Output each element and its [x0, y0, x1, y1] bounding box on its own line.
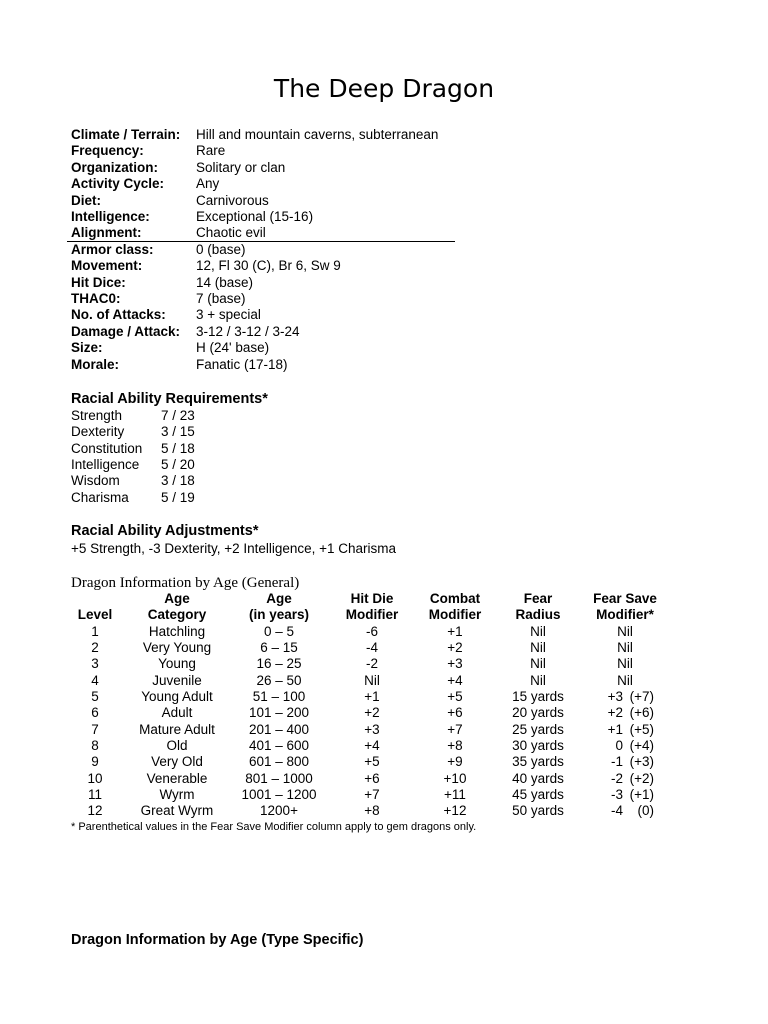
cell-combat-modifier: +2	[447, 639, 463, 655]
cell-age-category: Young Adult	[141, 688, 213, 704]
cell-hit-die-modifier: +1	[364, 688, 380, 704]
cell-hit-die-modifier: -6	[365, 623, 378, 639]
cell-fear-save-modifier: +2	[607, 705, 623, 721]
cell-fear-save-modifier: Nil	[617, 672, 633, 688]
cell-fear-save-gem-modifier: (+1)	[629, 787, 654, 802]
cell-age-years: 801 – 1000	[245, 770, 313, 786]
cell-fear-radius: Nil	[530, 672, 546, 688]
stat-label: Morale:	[71, 356, 120, 372]
cell-age-years: 16 – 25	[256, 656, 302, 672]
cell-fear-save-modifier: +1	[607, 721, 623, 737]
stat-label: Damage / Attack:	[71, 323, 181, 339]
cell-fear-radius: 15 yards	[512, 688, 564, 704]
cell-fear-save-gem-modifier: (+7)	[629, 688, 654, 704]
cell-combat-modifier: +11	[444, 787, 466, 802]
cell-age-category: Great Wyrm	[140, 803, 214, 819]
racial-adjustments-heading: Racial Ability Adjustments*	[71, 523, 259, 539]
cell-age-category: Young	[158, 656, 196, 672]
cell-combat-modifier: +6	[447, 705, 463, 721]
cell-hit-die-modifier: +2	[364, 705, 380, 721]
cell-fear-save-gem-modifier: (0)	[637, 803, 654, 819]
cell-age-years: 0 – 5	[263, 623, 295, 639]
column-header-level: Level	[77, 607, 113, 622]
stat-label: Climate / Terrain:	[71, 127, 181, 142]
cell-fear-save-modifier: Nil	[617, 639, 633, 655]
cell-hit-die-modifier: Nil	[364, 672, 380, 688]
cell-level: 7	[91, 721, 99, 737]
stat-value: Fanatic (17-18)	[196, 356, 288, 372]
racial-requirements-heading: Racial Ability Requirements*	[71, 391, 268, 407]
cell-age-years: 51 – 100	[252, 688, 306, 704]
stat-value: Any	[196, 176, 220, 192]
cell-age-category: Very Old	[151, 754, 203, 770]
cell-age-category: Wyrm	[159, 787, 195, 802]
cell-fear-radius: 35 yards	[512, 754, 564, 770]
stat-value: 14 (base)	[196, 274, 254, 290]
cell-combat-modifier: +3	[447, 656, 463, 672]
column-header-hit-die-modifier: Hit Die	[350, 591, 394, 606]
cell-combat-modifier: +4	[447, 672, 463, 688]
stat-label: Diet:	[71, 192, 101, 208]
cell-fear-save-gem-modifier: (+5)	[629, 721, 654, 737]
stat-label: Movement:	[71, 258, 143, 274]
cell-fear-save-modifier: -4	[610, 803, 623, 819]
cell-combat-modifier: +12	[443, 803, 467, 819]
cell-level: 6	[91, 705, 99, 721]
cell-hit-die-modifier: +8	[364, 803, 380, 819]
column-header-combat-modifier: Combat	[429, 591, 481, 606]
ability-name: Intelligence	[71, 456, 140, 472]
cell-fear-radius: Nil	[530, 656, 546, 672]
cell-age-years: 1200+	[260, 803, 298, 819]
stat-value: 12, Fl 30 (C), Br 6, Sw 9	[196, 258, 341, 274]
cell-fear-radius: Nil	[530, 623, 546, 639]
column-header-fear-radius: Fear	[523, 591, 553, 606]
cell-level: 12	[87, 803, 103, 819]
cell-age-years: 26 – 50	[256, 672, 302, 688]
cell-level: 3	[91, 656, 99, 672]
cell-age-category: Hatchling	[148, 623, 206, 639]
column-header-fear-radius: Radius	[515, 607, 561, 622]
cell-combat-modifier: +1	[447, 623, 463, 639]
cell-combat-modifier: +10	[443, 770, 467, 786]
stat-label: Hit Dice:	[71, 274, 126, 290]
cell-age-category: Mature Adult	[139, 721, 215, 737]
cell-age-category: Old	[166, 737, 188, 753]
cell-fear-save-modifier: -2	[610, 770, 623, 786]
cell-fear-save-gem-modifier: (+6)	[629, 705, 654, 721]
cell-level: 11	[87, 787, 102, 802]
cell-fear-save-modifier: -3	[610, 787, 623, 802]
cell-fear-radius: 50 yards	[512, 803, 564, 819]
ability-value: 7 / 23	[161, 408, 195, 423]
stat-value: 3-12 / 3-12 / 3-24	[196, 323, 300, 339]
cell-combat-modifier: +9	[447, 754, 463, 770]
ability-value: 3 / 15	[161, 424, 195, 440]
cell-age-years: 401 – 600	[248, 737, 310, 753]
cell-age-years: 101 – 200	[248, 705, 310, 721]
page-title: The Deep Dragon	[273, 74, 495, 103]
stat-label: Size:	[71, 340, 103, 356]
age-table-caption: Dragon Information by Age (General)	[71, 575, 300, 591]
cell-level: 10	[87, 770, 103, 786]
stat-label: Intelligence:	[71, 209, 150, 224]
stat-value: Rare	[196, 143, 226, 159]
cell-hit-die-modifier: +4	[364, 737, 380, 753]
cell-level: 1	[91, 623, 99, 639]
stat-value: H (24' base)	[196, 340, 270, 356]
cell-fear-save-gem-modifier: (+3)	[629, 754, 654, 770]
cell-age-years: 201 – 400	[248, 721, 310, 737]
stat-label: No. of Attacks:	[71, 307, 166, 323]
stat-value: 7 (base)	[196, 291, 246, 306]
ability-name: Charisma	[71, 489, 129, 505]
cell-hit-die-modifier: -4	[365, 639, 378, 655]
stat-value: Exceptional (15-16)	[196, 209, 314, 224]
cell-age-category: Very Young	[142, 639, 212, 655]
column-header-combat-modifier: Modifier	[428, 607, 482, 622]
stat-value: 3 + special	[196, 307, 261, 323]
cell-fear-radius: 45 yards	[512, 787, 564, 802]
ability-name: Constitution	[71, 440, 143, 456]
cell-fear-radius: 40 yards	[512, 770, 564, 786]
ability-name: Strength	[71, 408, 123, 423]
column-header-age-category: Age	[164, 591, 190, 606]
stat-divider	[67, 241, 455, 242]
cell-combat-modifier: +8	[447, 737, 463, 753]
cell-hit-die-modifier: +6	[364, 770, 380, 786]
stat-label: Activity Cycle:	[71, 176, 165, 192]
type-specific-heading: Dragon Information by Age (Type Specific)	[71, 932, 364, 948]
ability-value: 5 / 20	[161, 456, 195, 472]
cell-fear-save-gem-modifier: (+4)	[629, 737, 654, 753]
cell-fear-save-modifier: +3	[607, 688, 623, 704]
stat-value: Carnivorous	[196, 192, 269, 208]
column-header-fear-save-modifier: Modifier*	[596, 607, 654, 622]
cell-level: 4	[91, 672, 99, 688]
racial-adjustments-text: +5 Strength, -3 Dexterity, +2 Intelligence, +1 Charisma	[71, 541, 397, 556]
cell-hit-die-modifier: +5	[364, 754, 380, 770]
cell-hit-die-modifier: -2	[365, 656, 378, 672]
cell-age-years: 6 – 15	[260, 639, 298, 655]
cell-fear-save-modifier: -1	[610, 754, 623, 770]
cell-age-years: 601 – 800	[248, 754, 310, 770]
stat-label: Alignment:	[71, 225, 142, 241]
stat-label: Organization:	[71, 159, 158, 175]
cell-fear-radius: 25 yards	[512, 721, 564, 737]
ability-value: 5 / 18	[161, 440, 195, 456]
cell-fear-radius: 20 yards	[512, 705, 564, 721]
ability-value: 3 / 18	[161, 473, 195, 489]
cell-level: 8	[91, 737, 99, 753]
cell-combat-modifier: +7	[447, 721, 463, 737]
cell-level: 5	[91, 688, 99, 704]
cell-fear-radius: Nil	[530, 639, 546, 655]
stat-label: Armor class:	[71, 241, 154, 257]
cell-age-category: Juvenile	[152, 672, 202, 688]
column-header-fear-save-modifier: Fear Save	[593, 591, 657, 606]
stat-value: 0 (base)	[196, 241, 246, 257]
cell-level: 9	[91, 754, 99, 770]
cell-fear-save-modifier: Nil	[617, 656, 633, 672]
cell-fear-save-gem-modifier: (+2)	[629, 770, 654, 786]
column-header-age-category: Category	[147, 607, 207, 622]
column-header-age-years: (in years)	[248, 607, 310, 622]
cell-age-category: Adult	[161, 705, 193, 721]
cell-combat-modifier: +5	[447, 688, 463, 704]
cell-hit-die-modifier: +7	[364, 787, 380, 802]
cell-hit-die-modifier: +3	[364, 721, 380, 737]
stat-value: Hill and mountain caverns, subterranean	[196, 127, 439, 142]
ability-name: Wisdom	[71, 473, 120, 489]
stat-value: Solitary or clan	[196, 159, 286, 175]
stat-label: Frequency:	[71, 143, 144, 159]
cell-level: 2	[91, 639, 99, 655]
cell-fear-save-modifier: Nil	[617, 623, 633, 639]
ability-value: 5 / 19	[161, 489, 195, 505]
cell-age-years: 1001 – 1200	[241, 787, 317, 802]
column-header-age-years: Age	[266, 591, 292, 606]
cell-age-category: Venerable	[146, 770, 208, 786]
cell-fear-radius: 30 yards	[512, 737, 564, 753]
column-header-hit-die-modifier: Modifier	[345, 607, 399, 622]
ability-name: Dexterity	[71, 424, 125, 440]
stat-label: THAC0:	[71, 291, 121, 306]
stat-value: Chaotic evil	[196, 225, 266, 241]
age-table-footnote: * Parenthetical values in the Fear Save Modifier column apply to gem dragons only.	[71, 821, 477, 833]
cell-fear-save-modifier: 0	[615, 737, 623, 753]
